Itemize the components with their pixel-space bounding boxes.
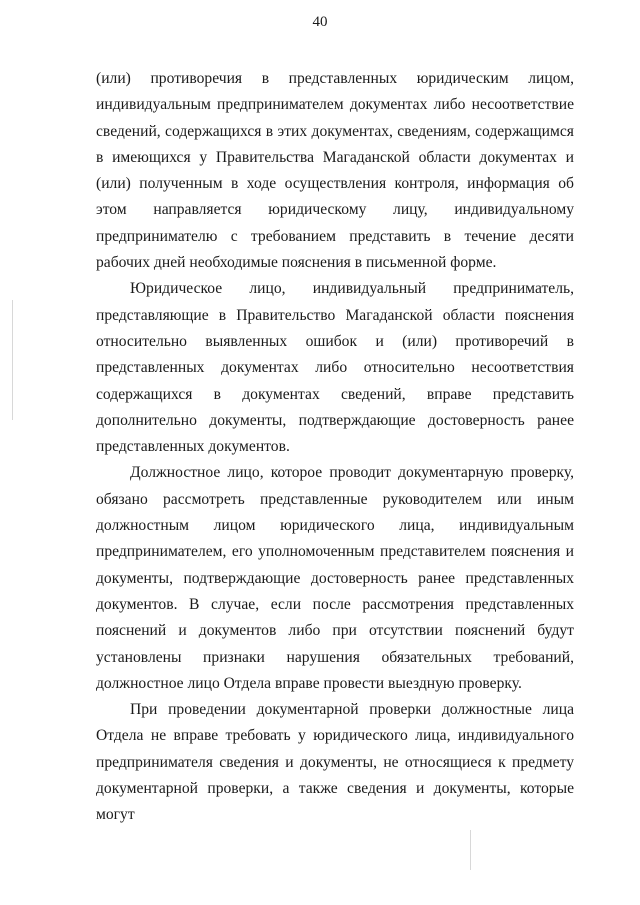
page-number: 40 bbox=[312, 14, 328, 30]
scan-artifact-line bbox=[12, 300, 13, 420]
document-body bbox=[96, 66, 574, 829]
scan-artifact-line bbox=[470, 830, 471, 870]
paragraph-2: Юридическое лицо, индивидуальный предприниматель, представляющие в Правительство Магаданской области пояснения относительно выявленных ошибок и (или) противоречий в представленных документах либо относительно несоответствия содержащихся в документах сведений, вправе представить дополнительно документы, подтверждающие достоверность ранее представленных документов. bbox=[96, 280, 574, 456]
paragraph-3: Должностное лицо, которое проводит документарную проверку, обязано рассмотреть представленные руководителем или иным должностным лицом юридического лица, индивидуальным предпринимателем, его уполномоченным представителем пояснения и документы, подтверждающие достоверность ранее представленных документов. В случае, если после рассмотрения представленных пояснений и документов либо при отсутствии пояснений будут установлены признаки нарушения обязательных требований, должностное лицо Отдела вправе провести выездную проверку. bbox=[96, 464, 574, 692]
paragraph-4: При проведении документарной проверки должностные лица Отдела не вправе требовать у юридического лица, индивидуального предпринимателя сведения и документы, не относящиеся к предмету документарной проверки, а также сведения и документы, которые могут bbox=[96, 701, 574, 824]
paragraph-1: (или) противоречия в представленных юридическим лицом, индивидуальным предпринимателем документах либо несоответствие сведений, содержащихся в этих документах, сведениям, содержащимся в имеющихся у Правительства Магаданской области документах и (или) полученным в ходе осуществления контроля, информация об этом направляется юридическому лицу, индивидуальному предпринимателю с требованием представить в течение десяти рабочих дней необходимые пояснения в письменной форме. bbox=[96, 70, 574, 272]
